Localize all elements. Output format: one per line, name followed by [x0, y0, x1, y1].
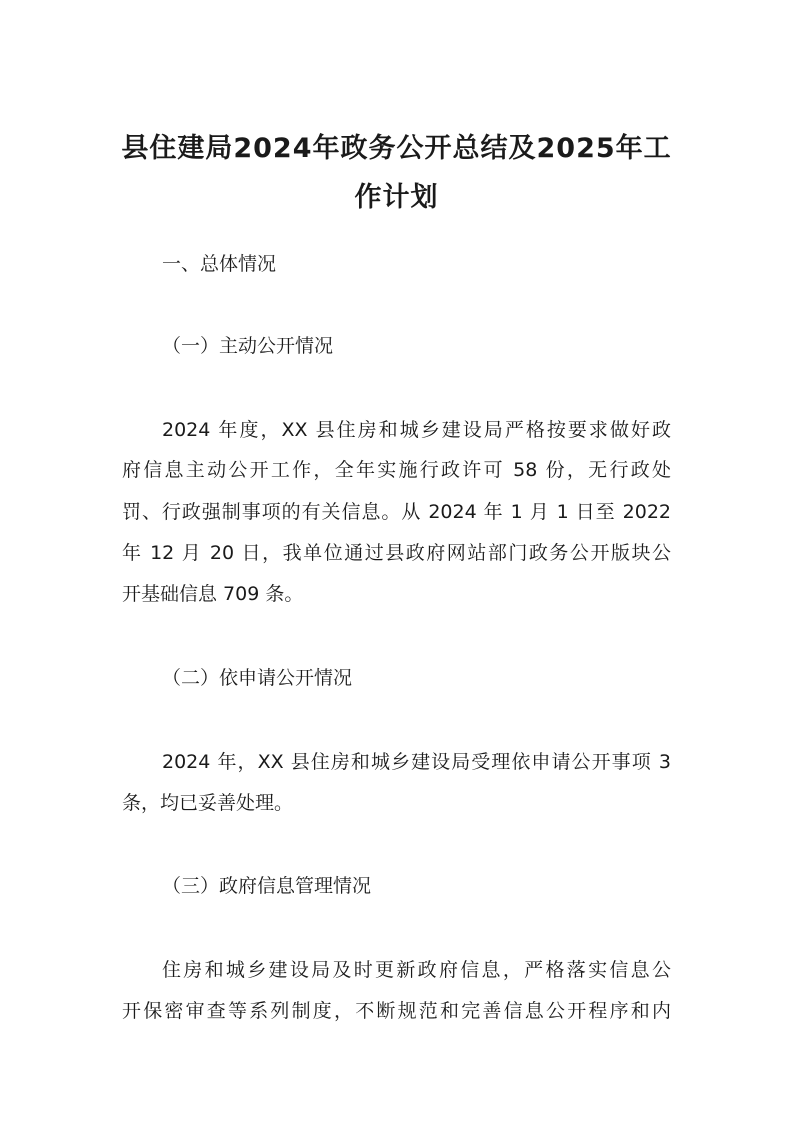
- paragraph-line: 条，均已妥善处理。: [122, 792, 294, 814]
- paragraph-line: 2024 年，XX 县住房和城乡建设局受理依申请公开事项 3: [162, 751, 671, 773]
- paragraph-line: 开基础信息 709 条。: [122, 583, 304, 605]
- document-title-line-2: 作计划: [354, 182, 439, 213]
- section-heading-overview: 一、总体情况: [162, 253, 277, 275]
- paragraph-line: 开保密审查等系列制度，不断规范和完善信息公开程序和内: [122, 1000, 671, 1022]
- subsection-heading-proactive-disclosure: （一）主动公开情况: [162, 335, 334, 357]
- subsection-heading-request-disclosure: （二）依申请公开情况: [162, 667, 353, 689]
- paragraph-line: 年 12 月 20 日，我单位通过县政府网站部门政务公开版块公: [122, 542, 671, 564]
- paragraph-line: 罚、行政强制事项的有关信息。从 2024 年 1 月 1 日至 2022: [122, 501, 671, 523]
- subsection-heading-info-management: （三）政府信息管理情况: [162, 875, 372, 897]
- paragraph-line: 2024 年度，XX 县住房和城乡建设局严格按要求做好政: [162, 419, 671, 441]
- paragraph-line: 府信息主动公开工作，全年实施行政许可 58 份，无行政处: [122, 459, 671, 481]
- document-title-line-1: 县住建局2024年政务公开总结及2025年工: [121, 133, 672, 164]
- paragraph-line: 住房和城乡建设局及时更新政府信息，严格落实信息公: [162, 959, 671, 981]
